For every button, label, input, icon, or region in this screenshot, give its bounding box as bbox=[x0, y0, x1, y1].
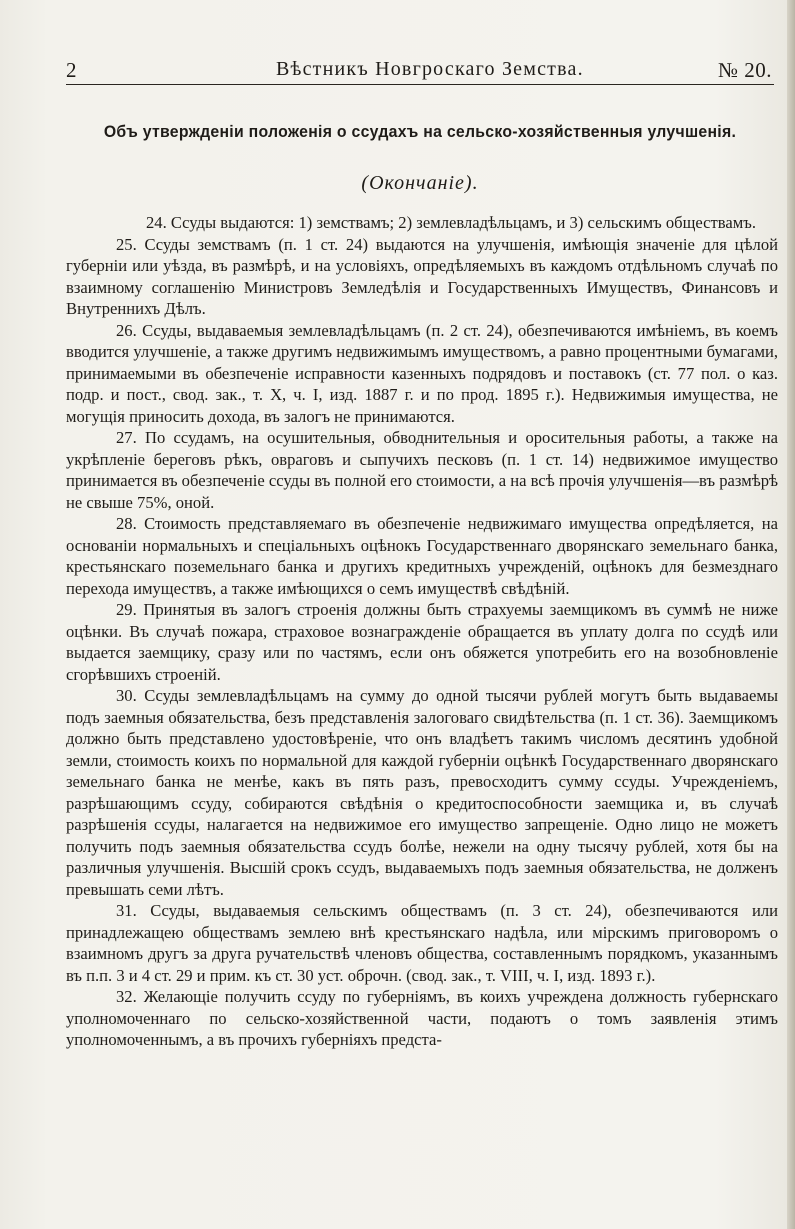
page-header bbox=[66, 56, 774, 86]
header-rule bbox=[66, 84, 774, 85]
issue-number: № 20. bbox=[717, 58, 772, 82]
paragraph-25: 25. Ссуды земствамъ (п. 1 ст. 24) выдаются на улучшенія, имѣющія значеніе для цѣлой губерніи или уѣзда, въ размѣрѣ, и на условіяхъ, опредѣляемыхъ въ каждомъ отдѣльномъ случаѣ по взаимному соглашенію Министровъ Земледѣлія и Государственныхъ Имуществъ, Финансовъ и Внутреннихъ Дѣлъ. bbox=[66, 234, 778, 318]
article-body bbox=[66, 212, 778, 1051]
paragraph-31: 31. Ссуды, выдаваемыя сельскимъ обществамъ (п. 3 ст. 24), обезпечиваются или принадлежащею обществамъ землею внѣ крестьянскаго надѣла, или мірскимъ приговоромъ о взаимномъ другъ за друга ручательствѣ членовъ общества, составленнымъ порядкомъ, указаннымъ въ п.п. 3 и 4 ст. 29 и прим. къ ст. 30 уст. оброчн. (свод. зак., т. VIII, ч. I, изд. 1893 г.). bbox=[66, 901, 778, 985]
journal-title: Вѣстникъ Новгроскаго Земства. bbox=[276, 58, 584, 80]
page-spine-edge bbox=[787, 0, 795, 1229]
paragraph-32: 32. Желающіе получить ссуду по губерніямъ, въ коихъ учреждена должность губернскаго уполномоченнаго по сельско-хозяйственной части, подаютъ о томъ заявленія этимъ уполномоченнымъ, а въ прочихъ губерніяхъ предста- bbox=[66, 987, 778, 1049]
paragraph-29: 29. Принятыя въ залогъ строенія должны быть страхуемы заемщикомъ въ суммѣ не ниже оцѣнки. Въ случаѣ пожара, страховое вознагражденіе обращается въ уплату долга по ссудѣ или выдается заемщику, сразу или по частямъ, если онъ обяжется употребить его на возобновленіе сгорѣвшихъ строеній. bbox=[66, 600, 778, 684]
page-number: 2 bbox=[66, 58, 77, 82]
paragraph-24: 24. Ссуды выдаются: 1) земствамъ; 2) землевладѣльцамъ, и 3) сельскимъ обществамъ. bbox=[146, 213, 756, 232]
paragraph-30: 30. Ссуды землевладѣльцамъ на сумму до одной тысячи рублей могутъ быть выдаваемы подъ заемныя обязательства, безъ представленія залоговаго свидѣтельства (п. 1 ст. 36). Заемщикомъ должно быть представлено удостовѣреніе, что онъ владѣетъ такимъ числомъ десятинъ удобной земли, стоимость коихъ по нормальной для каждой губерніи оцѣнкѣ Государственнаго дворянскаго земельнаго банка не менѣе, какъ въ пять разъ, превосходитъ сумму ссуды. Учрежденіемъ, разрѣшающимъ ссуду, собираются свѣдѣнія о кредитоспособности заемщика и, въ случаѣ разрѣшенія ссуды, налагается на недвижимое его имущество запрещеніе. Одно лицо не можетъ получить подъ заемныя обязательства ссудъ болѣе, нежели на одну тысячу рублей, хотя бы на различныя улучшенія. Высшій срокъ ссудъ, выдаваемыхъ подъ заемныя обязательства, не долженъ превышать семи лѣтъ. bbox=[66, 686, 778, 899]
article-title: Объ утвержденіи положенія о ссудахъ на сельско-хозяйственныя улучшенія. bbox=[103, 122, 737, 141]
paragraph-26: 26. Ссуды, выдаваемыя землевладѣльцамъ (п. 2 ст. 24), обезпечиваются имѣніемъ, въ коемъ вводится улучшеніе, а также другимъ недвижимымъ имуществомъ, а равно процентными бумагами, принимаемыми въ обезпеченіе исправности казенныхъ подрядовъ и поставокъ (ст. 77 пол. о каз. подр. и пост., свод. зак., т. X, ч. I, изд. 1887 г. и по прод. 1895 г.). Недвижимыя имущества, не могущія приносить дохода, въ залогъ не принимаются. bbox=[66, 320, 778, 426]
paragraph-27: 27. По ссудамъ, на осушительныя, обводнительныя и оросительныя работы, а также на укрѣпленіе береговъ рѣкъ, овраговъ и сыпучихъ песковъ (п. 1 ст. 14) недвижимое имущество принимается въ обезпеченіе ссуды въ полной его стоимости, а на всѣ прочія улучшенія—въ размѣрѣ не свыше 75%, оной. bbox=[66, 428, 779, 512]
paragraph-28: 28. Стоимость представляемаго въ обезпеченіе недвижимаго имущества опредѣляется, на основаніи нормальныхъ и спеціальныхъ оцѣнокъ Государственнаго дворянскаго земельнаго банка, крестьянскаго поземельнаго банка и другихъ кредитныхъ учрежденій, оцѣнокъ для безмезднаго перехода имуществъ, а также имѣющихся о семъ имуществѣ свѣдѣній. bbox=[66, 514, 778, 598]
article-subtitle: (Окончаніе). bbox=[361, 172, 479, 194]
